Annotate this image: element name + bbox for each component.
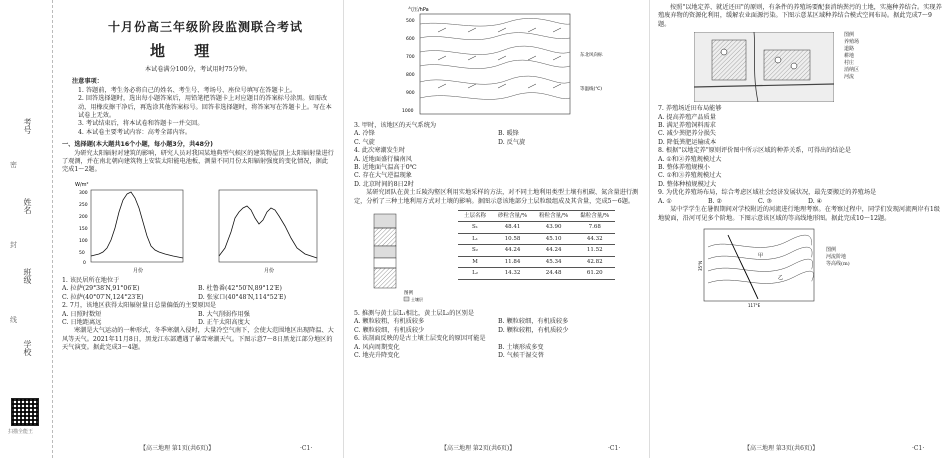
q8-option-b[interactable]: B. 整体养殖规模小 xyxy=(658,164,710,172)
q7-option-a[interactable]: A. 提高养殖产品质量 xyxy=(658,113,716,121)
isotherms xyxy=(420,18,570,99)
q2-stem: 2. 7月，该地区获得太阳辐射量日总量偏低的主要原因是 xyxy=(62,302,217,310)
q6-option-c[interactable]: C. 地壳升降变化 xyxy=(354,352,400,360)
q7-stem: 7. 养殖场近田布局能够 xyxy=(658,105,722,113)
wind-barbs xyxy=(438,28,561,88)
note-item: 2. 回答选择题时，选出每小题答案后，用铅笔把答题卡上对应题目的答案标号涂黑。如需改动，用橡皮擦干净后，再选涂其他答案标号。回答非选择题时，将答案写在答题卡上。写在本试卷上无效。 xyxy=(78,95,332,120)
cell: 48.41 xyxy=(492,222,533,233)
q7-option-d[interactable]: D. 降低粪肥运输成本 xyxy=(658,138,717,146)
q1-option-d[interactable]: D. 张家口(40°48′N,114°52′E) xyxy=(198,293,286,301)
legend-item: 消纳区 xyxy=(844,67,860,74)
pressure-tick: 800 xyxy=(406,73,415,78)
farm-marker xyxy=(721,49,727,55)
q6-option-d[interactable]: D. 气候干湿交替 xyxy=(498,352,544,360)
farm-map-legend xyxy=(844,32,859,102)
q2-option-a[interactable]: A. 日照时数短 xyxy=(62,310,102,318)
chart1-frame xyxy=(91,190,183,262)
passage-2: 寒潮是大气运动的一种形式，冬季寒潮入侵时，大量冷空气南下，会使大范围地区出现降温、大风等天气。2021年11月8日，黑龙江东部遭遇了暴雪寒潮天气。下图示意7～8日黑龙江部分地区的天气演变。据此完成3～4题。 xyxy=(62,327,334,352)
cell: L₂ xyxy=(458,268,492,279)
seal-feng: 封 xyxy=(10,241,17,249)
table-row xyxy=(458,245,615,256)
y-tick: 300 xyxy=(78,190,88,196)
chart2-series-line xyxy=(219,206,317,258)
legend-item: 村庄 xyxy=(844,60,855,67)
page-divider xyxy=(649,0,650,458)
soil-legend-swatch xyxy=(404,297,409,301)
page3-footer: 【高三地理 第3页(共6页)】 xyxy=(744,445,819,452)
chart1-series-line xyxy=(91,192,183,258)
cell: 44.32 xyxy=(574,233,615,244)
q9-stem: 9. 为优化养殖场布局，综合考虑区域社会经济发展状况，最先要搬迁的养殖场是 xyxy=(658,189,877,197)
page-1 xyxy=(0,0,340,458)
q8-option-c[interactable]: C. ①和③养殖规模过大 xyxy=(658,172,722,180)
legend-item: 养殖场 xyxy=(844,39,860,46)
passage-3: 某研究团队在黄土丘陵沟壑区利用实地采样的方法，对不同土地利用类型土壤有机碳、氮含量进行测定，分析了三种土地利用方式对土壤的影响。据图示意该地部分土层粒级组成及其含量，完成5～6题。 xyxy=(354,189,639,205)
layer-L1 xyxy=(374,228,396,246)
weather-profile-chart xyxy=(348,2,644,120)
y-tick: 100 xyxy=(78,238,88,244)
chart1-yticks xyxy=(79,190,88,266)
q6-option-a[interactable]: A. 风向周期变化 xyxy=(354,343,400,351)
y-tick: 50 xyxy=(78,250,85,256)
q3-option-d[interactable]: D. 反气旋 xyxy=(498,138,526,146)
table-header: 粉粒含量/% xyxy=(533,211,574,222)
pressure-tick: 500 xyxy=(406,19,415,24)
label-xuexiao: 学校 xyxy=(23,340,32,356)
question-9 xyxy=(658,189,944,206)
cell: 7.68 xyxy=(574,222,615,233)
page1-content xyxy=(62,66,334,353)
q2-option-c[interactable]: C. 日地距离远 xyxy=(62,318,102,326)
question-1 xyxy=(62,277,334,302)
q2-option-d[interactable]: D. 正午太阳高度大 xyxy=(198,318,250,326)
label-kaohao: 考号 xyxy=(23,118,32,134)
farm-map-figure xyxy=(694,32,944,102)
contour-map-legend xyxy=(826,247,850,307)
q7-option-b[interactable]: B. 满足养殖饲料需求 xyxy=(658,122,716,130)
chart1-xlabel: 月份 xyxy=(132,267,143,274)
lat-label: 35°N xyxy=(698,260,703,271)
legend-title: 图例 xyxy=(826,246,837,253)
p2-chart-ylabel: 气压/hPa xyxy=(408,7,429,13)
legend-item: 河流阶地 xyxy=(826,253,847,260)
q9-option-d[interactable]: D. ④ xyxy=(808,197,823,205)
y-tick: 250 xyxy=(78,202,88,208)
passage-5: 某中学学生在暑假期间对学校附近的河流进行地理考察。在考察过程中，同学们发现河流两岸有1级地貌面，沿河可见多个阶地。下图示意该区域的等高线地形图。据此完成10～12题。 xyxy=(658,206,940,222)
chart-radiation-2 xyxy=(209,178,324,274)
legend-item: 河流 xyxy=(844,74,855,81)
q1-option-a[interactable]: A. 拉萨(29°38′N,91°06′E) xyxy=(62,285,140,293)
q4-option-c[interactable]: C. 存在大气逆温现象 xyxy=(354,172,412,180)
legend-title: 图例 xyxy=(844,32,855,39)
y-tick: 200 xyxy=(78,214,88,220)
pressure-tick: 1000 xyxy=(402,109,414,114)
table-row xyxy=(458,233,615,244)
q9-option-a[interactable]: A. ① xyxy=(658,197,672,205)
q4-option-b[interactable]: B. 近地面气温高于0℃ xyxy=(354,164,417,172)
q4-option-d[interactable]: D. 北京时间的8日2时 xyxy=(354,180,414,188)
q3-option-c[interactable]: C. 气旋 xyxy=(354,138,375,146)
table-row xyxy=(458,222,615,233)
legend-item: 等高线(m) xyxy=(826,260,850,267)
q5-option-c[interactable]: C. 颗粒较细，有机质较少 xyxy=(354,326,425,334)
q5-option-d[interactable]: D. 颗粒较粗，有机质较少 xyxy=(498,326,569,334)
terrain-map-figure xyxy=(698,227,944,307)
qr-code xyxy=(11,398,39,426)
question-6 xyxy=(354,335,642,360)
soil-profile-diagram xyxy=(354,210,444,306)
question-4 xyxy=(354,147,642,189)
cell: 42.82 xyxy=(574,256,615,267)
chart2-frame xyxy=(219,190,317,262)
section1-heading: 一、选择题(本大题共16个小题，每小题3分，共48分) xyxy=(62,141,213,149)
seal-mi: 密 xyxy=(10,161,17,169)
cell: 45.34 xyxy=(533,256,574,267)
chart-radiation-1 xyxy=(73,178,188,274)
q1-option-c[interactable]: C. 拉萨(40°07′N,124°23′E) xyxy=(62,293,144,301)
page1-footer: 【高三地理 第1页(共6页)】 xyxy=(140,445,215,452)
table-header: 砂粒含量/% xyxy=(492,211,533,222)
pressure-tick: 900 xyxy=(406,91,415,96)
section1-intro: 为研究太阳辐射对建筑的影响，研究人员对我国某地典型气候区的建筑物屋顶上太阳辐射量进行了观测，并在南北朝向建筑物上安装太阳能电池板，测量不同月份太阳辐射强度的变化情况，据此完成1～2题。 xyxy=(62,149,334,174)
question-8 xyxy=(658,147,944,189)
label-banji: 班级 xyxy=(23,268,32,284)
qr-caption: 扫描全能王 xyxy=(8,429,34,435)
chart2-xlabel: 月份 xyxy=(263,267,274,274)
table-row xyxy=(458,256,615,267)
pressure-tick: 600 xyxy=(406,37,415,42)
point-jia: 甲 xyxy=(758,252,764,259)
q4-stem: 4. 此次寒潮发生时 xyxy=(354,147,406,155)
point-yi: 乙 xyxy=(778,274,784,281)
table-header: 黏粒含量/% xyxy=(574,211,615,222)
lon-label: 117°E xyxy=(748,302,761,307)
p2-chart-legend-1: 东北风向标 xyxy=(580,53,603,58)
q6-option-b[interactable]: B. 土壤形成多变 xyxy=(498,343,544,351)
legend-item: 耕地 xyxy=(844,53,855,60)
farm-marker xyxy=(791,63,797,69)
question-5 xyxy=(354,310,642,335)
cell: 44.24 xyxy=(533,245,574,256)
cell: 44.24 xyxy=(492,245,533,256)
page2-footer: 【高三地理 第2页(共6页)】 xyxy=(441,445,516,452)
y-tick: 0 xyxy=(82,260,86,266)
q5-stem: 5. 推测与黄土层L₁相比，黄土层L₂的区别是 xyxy=(354,310,475,318)
table-header-row xyxy=(458,211,615,222)
q1-stem: 1. 该民居所在地位于 xyxy=(62,276,120,284)
cell: 61.20 xyxy=(574,268,615,279)
page2-code: ·C1· xyxy=(608,445,621,452)
question-2 xyxy=(62,302,334,327)
soil-figure xyxy=(354,210,642,306)
q8-option-a[interactable]: A. ①和②养殖规模过大 xyxy=(658,155,722,163)
cell: 45.10 xyxy=(533,233,574,244)
farm-marker xyxy=(775,57,781,63)
cell: 24.48 xyxy=(533,268,574,279)
soil-legend-title: 图例 xyxy=(404,291,413,297)
q6-stem: 6. 该剖面反映的是古土壤土层变化的原因可能是 xyxy=(354,335,486,343)
notes-heading: 注意事项： xyxy=(72,78,103,86)
map-area-1 xyxy=(712,40,746,80)
soil-legend-item: 土壤层 xyxy=(411,297,423,303)
q9-option-c[interactable]: C. ③ xyxy=(758,197,772,205)
cell: 43.90 xyxy=(533,222,574,233)
page1-code: ·C1· xyxy=(300,445,313,452)
y-tick: 150 xyxy=(78,226,88,232)
page3-content xyxy=(658,4,944,307)
cell: 10.58 xyxy=(492,233,533,244)
q4-option-a[interactable]: A. 近地面盛行偏南风 xyxy=(354,155,412,163)
page-divider xyxy=(343,0,344,458)
layer-S2 xyxy=(374,246,396,258)
label-xingming: 姓名 xyxy=(23,198,32,214)
layer-L2 xyxy=(374,268,396,288)
figure-charts xyxy=(62,178,334,274)
cell: L₁ xyxy=(458,233,492,244)
cell: S₂ xyxy=(458,245,492,256)
farm-layout-map xyxy=(694,32,834,102)
cell: M xyxy=(458,256,492,267)
table-header: 土层名称 xyxy=(458,211,492,222)
cell: 11.52 xyxy=(574,245,615,256)
cell: S₁ xyxy=(458,222,492,233)
q3-stem: 3. 甲时，该地区的天气系统为 xyxy=(354,122,437,129)
table-row xyxy=(458,268,615,279)
cell: 11.84 xyxy=(492,256,533,267)
p2-chart-legend-2: 等温线(℃) xyxy=(580,87,603,92)
cell: 14.32 xyxy=(492,268,533,279)
q8-stem: 8. 根据"以地定养"原则评价图中所示区域的种养关系，可得出的结论是 xyxy=(658,147,851,155)
layer-S1 xyxy=(374,214,396,228)
note-item: 4. 本试卷主要考试内容：高考全部内容。 xyxy=(78,128,192,136)
q3-option-b[interactable]: B. 暖锋 xyxy=(498,130,519,138)
exam-subject: 地 理 xyxy=(150,42,222,60)
q3-option-a[interactable]: A. 冷锋 xyxy=(354,130,375,138)
exam-info: 本试卷满分100分，考试用时75分钟。 xyxy=(144,66,252,73)
page-2 xyxy=(346,0,646,458)
exam-title: 十月份高三年级阶段监测联合考试 xyxy=(108,20,304,34)
q5-option-b[interactable]: B. 颗粒较细，有机质较多 xyxy=(498,318,569,326)
map-area-2 xyxy=(764,50,810,80)
question-7 xyxy=(658,105,944,147)
soil-grain-table xyxy=(458,210,615,279)
binding-margin xyxy=(0,0,53,458)
page3-code: ·C1· xyxy=(912,445,925,452)
q7-option-c[interactable]: C. 减少粪肥养分损失 xyxy=(658,130,716,138)
page-3 xyxy=(652,0,950,458)
note-item: 1. 答题前，考生务必将自己的姓名、考生号、考场号、座位号填写在答题卡上。 xyxy=(78,86,297,94)
q8-option-d[interactable]: D. 整体种植规模过大 xyxy=(658,180,717,188)
contour-map xyxy=(698,227,818,307)
q1-option-b[interactable]: B. 杜鲁番(42°50′N,89°12′E) xyxy=(198,285,282,293)
pressure-tick: 700 xyxy=(406,55,415,60)
note-item: 3. 考试结束后，将本试卷和答题卡一并交回。 xyxy=(78,120,204,128)
legend-item: 道路 xyxy=(844,46,855,53)
passage-4: 按照"以地定养、就近还田"的原则，有条件的养殖场要配套消纳粪污的土地，实施种养结合。实现养殖废弃物的资源化利用，缓解农业面源污染。下图示意某区域种养结合模式空间布局。据此完成7～9题。 xyxy=(658,4,942,28)
q5-option-a[interactable]: A. 颗粒较粗，有机质较多 xyxy=(354,318,425,326)
notes-list xyxy=(62,87,334,137)
page2-content xyxy=(354,122,642,361)
contour-map-frame xyxy=(704,229,814,301)
p2-chart-pticks xyxy=(402,18,415,114)
q2-option-b[interactable]: B. 大气削弱作用强 xyxy=(198,310,250,318)
seal-xian: 线 xyxy=(10,316,17,324)
q9-option-b[interactable]: B. ② xyxy=(708,197,723,205)
chart1-ylabel: W/m² xyxy=(74,181,89,188)
layer-M xyxy=(374,258,396,268)
question-3 xyxy=(354,122,642,147)
